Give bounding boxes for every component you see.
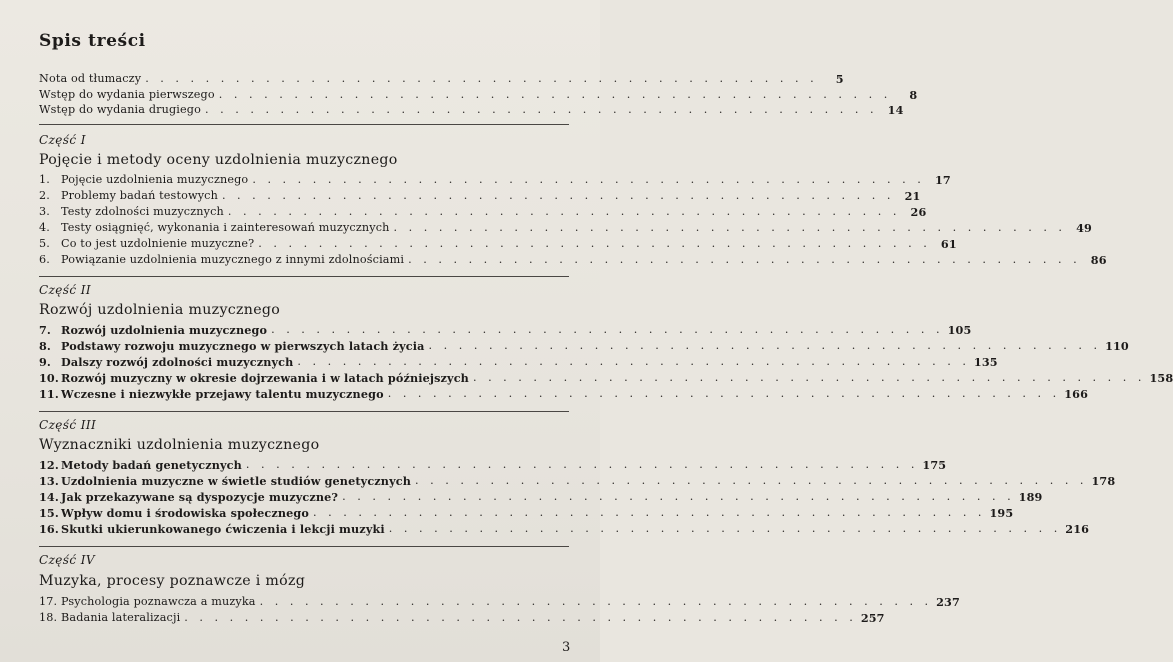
toc-entry: [39, 252, 1107, 268]
leader-dots: . . . . . . . . . . . . . . . . . . . . . . . . . . . . . . . . . . . . . . . . . . . . .: [245, 458, 919, 471]
leader-dots: . . . . . . . . . . . . . . . . . . . . . . . . . . . . . . . . . . . . . . . . . . . . .: [414, 474, 1088, 487]
leader-dots: . . . . . . . . . . . . . . . . . . . . . . . . . . . . . . . . . . . . . . . . . . . . .: [252, 173, 925, 186]
toc-entry-label: Wstęp do wydania pierwszego: [39, 88, 215, 101]
toc-entry: [39, 71, 844, 87]
toc-entry-label: Nota od tłumaczy: [39, 72, 142, 85]
toc-entry: [39, 473, 1116, 489]
chapter-number: 7.: [39, 323, 51, 337]
leader-dots: . . . . . . . . . . . . . . . . . . . . . . . . . . . . . . . . . . . . . . . . . . . . .: [428, 339, 1102, 352]
chapter-number: 12.: [39, 458, 59, 472]
toc-entry-label: Wpływ domu i środowiska społecznego: [61, 506, 309, 520]
toc-entry-page: 175: [922, 458, 947, 472]
chapter-number: 1.: [39, 173, 50, 186]
toc-entry-page: 110: [1105, 339, 1129, 353]
toc-entry-label: Podstawy rozwoju muzycznego w pierwszych latach życia: [61, 339, 425, 353]
toc-entry-label: Wczesne i niezwykłe przejawy talentu muzycznego: [61, 387, 384, 401]
toc-entry: [39, 610, 885, 626]
toc-entry: [39, 102, 904, 118]
page-number: 3: [562, 640, 571, 655]
toc-entry-label: Skutki ukierunkowanego ćwiczenia i lekcji muzyki: [61, 522, 385, 536]
toc-entry-page: 166: [1064, 387, 1089, 401]
toc-entry-label: Wstęp do wydania drugiego: [39, 103, 201, 116]
toc-entry: [39, 204, 927, 220]
toc-entry-page: 5: [835, 72, 844, 86]
part-label: Część IV: [39, 553, 95, 567]
leader-dots: . . . . . . . . . . . . . . . . . . . . . . . . . . . . . . . . . . . . . . . . . . . . .: [387, 387, 1061, 400]
part-title: Pojęcie i metody oceny uzdolnienia muzycznego: [39, 152, 398, 168]
chapter-number: 15.: [39, 506, 59, 520]
chapter-number: 2.: [39, 189, 50, 202]
toc-entry: [39, 521, 1090, 537]
toc-entry: [39, 489, 1043, 505]
section-rule: [39, 124, 569, 125]
leader-dots: . . . . . . . . . . . . . . . . . . . . . . . . . . . . . . . . . . . . . . . . . . . . .: [259, 595, 933, 608]
leader-dots: . . . . . . . . . . . . . . . . . . . . . . . . . . . . . . . . . . . . . . . . . . . . .: [221, 189, 895, 202]
toc-entry-label: Co to jest uzdolnienie muzyczne?: [61, 237, 255, 250]
toc-entry-page: 216: [1065, 522, 1090, 536]
toc-entry-page: 178: [1091, 474, 1116, 488]
toc-entry-page: 105: [947, 323, 972, 337]
chapter-number: 17.: [39, 595, 58, 608]
toc-entry-label: Jak przekazywane są dyspozycje muzyczne?: [61, 490, 339, 504]
chapter-number: 6.: [39, 253, 50, 266]
toc-entry-label: Powiązanie uzdolnienia muzycznego z innymi zdolnościami: [61, 253, 405, 266]
leader-dots: . . . . . . . . . . . . . . . . . . . . . . . . . . . . . . . . . . . . . . . . . . . . .: [145, 72, 818, 85]
chapter-number: 3.: [39, 205, 50, 218]
toc-entry-page: 8: [909, 88, 918, 102]
toc-entry-label: Badania lateralizacji: [61, 611, 181, 624]
toc-entry-page: 86: [1090, 253, 1107, 267]
toc-entry-label: Testy zdolności muzycznych: [61, 205, 224, 218]
leader-dots: . . . . . . . . . . . . . . . . . . . . . . . . . . . . . . . . . . . . . . . . . . . . .: [184, 611, 857, 624]
leader-dots: . . . . . . . . . . . . . . . . . . . . . . . . . . . . . . . . . . . . . . . . . . . . .: [227, 205, 901, 218]
leader-dots: . . . . . . . . . . . . . . . . . . . . . . . . . . . . . . . . . . . . . . . . . . . . .: [218, 88, 892, 101]
leader-dots: . . . . . . . . . . . . . . . . . . . . . . . . . . . . . . . . . . . . . . . . . . . . .: [472, 371, 1146, 384]
toc-entry-page: 49: [1076, 221, 1092, 235]
toc-entry: [39, 322, 972, 338]
toc-entry-label: Problemy badań testowych: [61, 189, 218, 202]
leader-dots: . . . . . . . . . . . . . . . . . . . . . . . . . . . . . . . . . . . . . . . . . . . . .: [388, 522, 1062, 535]
leader-dots: . . . . . . . . . . . . . . . . . . . . . . . . . . . . . . . . . . . . . . . . . . . . .: [271, 323, 944, 336]
toc-entry: [39, 220, 1092, 236]
toc-entry-page: 26: [910, 205, 927, 219]
toc-entry: [39, 87, 918, 103]
toc-entry-label: Testy osiągnięć, wykonania i zainteresowań muzycznych: [61, 221, 390, 234]
part-label: Część II: [39, 283, 91, 297]
toc-entry-page: 21: [904, 189, 921, 203]
chapter-number: 18.: [39, 611, 58, 624]
chapter-number: 11.: [39, 387, 59, 401]
toc-entry-page: 189: [1018, 490, 1043, 504]
toc-entry-label: Rozwój uzdolnienia muzycznego: [61, 323, 268, 337]
leader-dots: . . . . . . . . . . . . . . . . . . . . . . . . . . . . . . . . . . . . . . . . . . . . .: [408, 253, 1081, 266]
toc-entry: [39, 236, 957, 252]
chapter-number: 9.: [39, 355, 51, 369]
chapter-number: 16.: [39, 522, 59, 536]
toc-entry: [39, 505, 1014, 521]
toc-entry-label: Uzdolnienia muzyczne w świetle studiów genetycznych: [61, 474, 411, 488]
leader-dots: . . . . . . . . . . . . . . . . . . . . . . . . . . . . . . . . . . . . . . . . . . . . .: [393, 221, 1066, 234]
part-title: Muzyka, procesy poznawcze i mózg: [39, 573, 306, 589]
chapter-number: 5.: [39, 237, 50, 250]
toc-entry: [39, 370, 1173, 386]
toc-entry-label: Dalszy rozwój zdolności muzycznych: [61, 355, 294, 369]
section-rule: [39, 411, 569, 412]
part-title: Rozwój uzdolnienia muzycznego: [39, 302, 281, 318]
toc-entry-page: 14: [887, 103, 904, 117]
toc-entry: [39, 386, 1089, 402]
leader-dots: . . . . . . . . . . . . . . . . . . . . . . . . . . . . . . . . . . . . . . . . . . . . .: [258, 237, 931, 250]
leader-dots: . . . . . . . . . . . . . . . . . . . . . . . . . . . . . . . . . . . . . . . . . . . . .: [342, 490, 1015, 503]
toc-entry: [39, 172, 951, 188]
toc-entry: [39, 594, 960, 610]
toc-entry-page: 195: [989, 506, 1014, 520]
toc-entry-page: 135: [973, 355, 998, 369]
toc-entry-label: Rozwój muzyczny w okresie dojrzewania i w latach późniejszych: [61, 371, 469, 385]
leader-dots: . . . . . . . . . . . . . . . . . . . . . . . . . . . . . . . . . . . . . . . . . . . . .: [297, 355, 970, 368]
toc-entry-page: 61: [940, 237, 957, 251]
section-rule: [39, 276, 569, 277]
toc-entry-page: 237: [936, 595, 960, 609]
toc-entry: [39, 338, 1129, 354]
section-rule: [39, 546, 569, 547]
toc-entry-page: 17: [934, 173, 951, 187]
chapter-number: 13.: [39, 474, 59, 488]
toc-entry-label: Psychologia poznawcza a muzyka: [61, 595, 256, 608]
leader-dots: . . . . . . . . . . . . . . . . . . . . . . . . . . . . . . . . . . . . . . . . . . . . .: [312, 506, 986, 519]
toc-entry: [39, 354, 998, 370]
leader-dots: . . . . . . . . . . . . . . . . . . . . . . . . . . . . . . . . . . . . . . . . . . . . .: [205, 103, 878, 116]
chapter-number: 14.: [39, 490, 59, 504]
toc-entry: [39, 457, 947, 473]
toc-entry-label: Pojęcie uzdolnienia muzycznego: [61, 173, 249, 186]
chapter-number: 10.: [39, 371, 59, 385]
toc-entry: [39, 188, 921, 204]
part-title: Wyznaczniki uzdolnienia muzycznego: [39, 437, 320, 453]
chapter-number: 8.: [39, 339, 51, 353]
chapter-number: 4.: [39, 221, 50, 234]
toc-entry-label: Metody badań genetycznych: [61, 458, 242, 472]
toc-entry-page: 158: [1149, 371, 1173, 385]
page-title: Spis treści: [39, 31, 146, 51]
part-label: Część III: [39, 418, 97, 432]
toc-entry-page: 257: [860, 611, 885, 625]
part-label: Część I: [39, 133, 86, 147]
